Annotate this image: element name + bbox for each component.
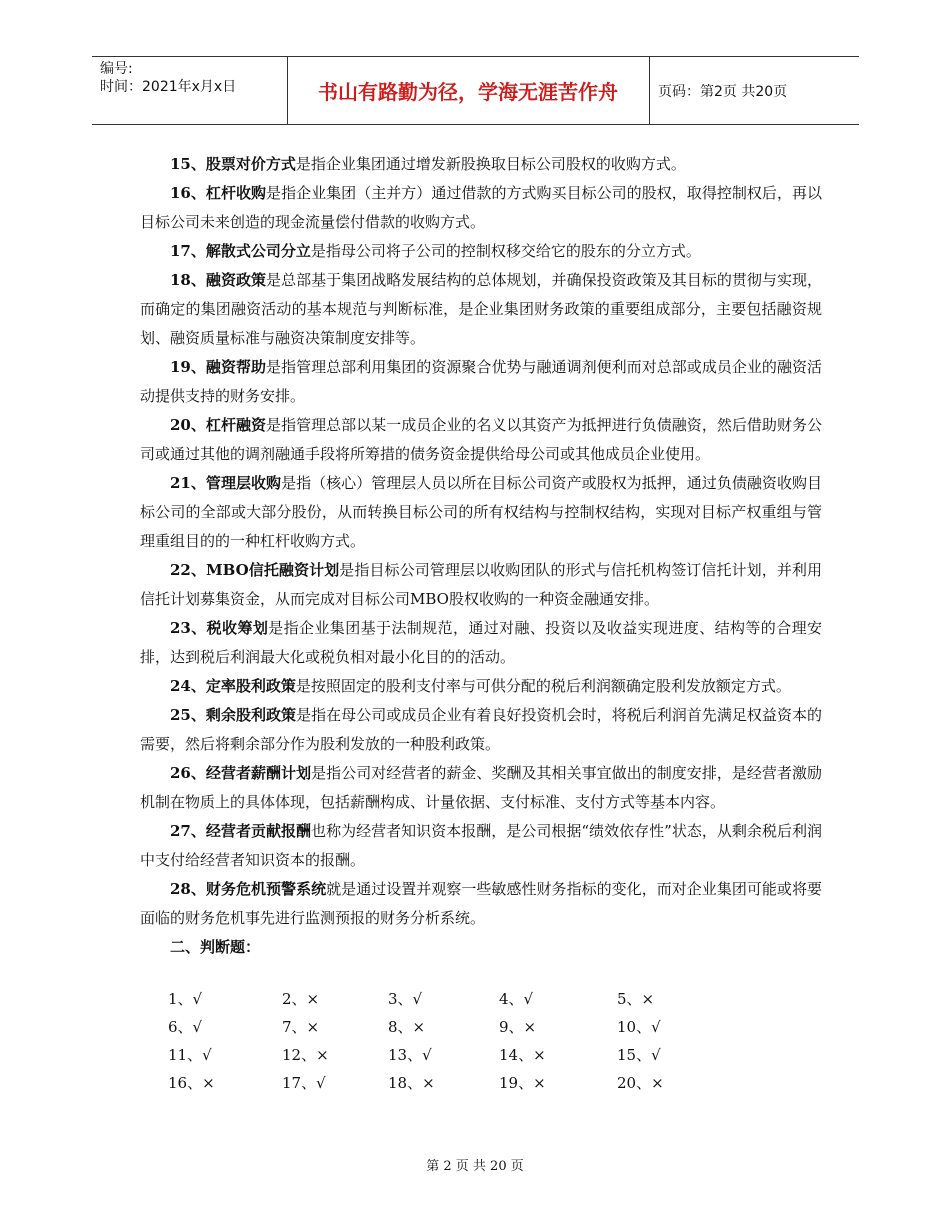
answer-item: 2、×: [282, 990, 320, 1008]
definition-text: 是指目标公司管理层以收购团队的形式与信托机构签订信托计划，并利用信托计划募集资金，从而完成对目标公司MBO股权收购的一种资金融通安排。: [140, 561, 822, 608]
definition-paragraph: [140, 759, 822, 817]
definition-term: 19、融资帮助: [170, 358, 267, 376]
page-footer: 第 2 页 共 20 页: [426, 1159, 524, 1174]
definition-text: 就是通过设置并观察一些敏感性财务指标的变化，而对企业集团可能或将要面临的财务危机事先进行监测预报的财务分析系统。: [140, 880, 822, 927]
definition-text: 是指管理总部以某一成员企业的名义以其资产为抵押进行负债融资，然后借助财务公司或通过其他的调剂融通手段将所筹措的债务资金提供给母公司或其他成员企业使用。: [140, 416, 823, 463]
definition-text: 是指公司对经营者的薪金、奖酬及其相关事宜做出的制度安排，是经营者激励机制在物质上的具体体现，包括薪酬构成、计量依据、支付标准、支付方式等基本内容。: [140, 764, 823, 811]
answer-item: 18、×: [388, 1074, 435, 1092]
definition-term: 22、MBO信托融资计划: [170, 561, 340, 579]
definition-term: 23、税收筹划: [170, 619, 269, 637]
answer-item: 4、√: [499, 990, 534, 1008]
definition-paragraph: [140, 353, 822, 411]
answer-item: 8、×: [388, 1018, 426, 1036]
answer-item: 10、√: [617, 1018, 661, 1036]
definition-term: 15、股票对价方式: [170, 155, 296, 173]
date-label: 时间：2021年x月x日: [100, 79, 237, 95]
definition-text: 是指企业集团基于法制规范，通过对融、投资以及收益实现进度、结构等的合理安排，达到税后利润最大化或税负相对最小化目的的活动。: [140, 619, 822, 666]
definition-term: 26、经营者薪酬计划: [170, 764, 312, 782]
section-title: 二、判断题：: [170, 938, 261, 956]
definition-term: 24、定率股利政策: [170, 677, 296, 695]
definition-term: 17、解散式公司分立: [170, 242, 311, 260]
definition-list: [140, 150, 822, 933]
answer-grid: [168, 985, 728, 1097]
definition-term: 21、管理层收购: [170, 474, 282, 492]
answer-item: 9、×: [499, 1018, 537, 1036]
answer-item: 5、×: [617, 990, 655, 1008]
answer-item: 14、×: [499, 1046, 546, 1064]
definition-paragraph: [140, 266, 822, 353]
answer-item: 11、√: [168, 1046, 212, 1064]
definition-paragraph: [140, 150, 822, 179]
definition-paragraph: [140, 237, 822, 266]
definition-paragraph: [140, 556, 822, 614]
definition-term: 18、融资政策: [170, 271, 267, 289]
answer-item: 1、√: [168, 990, 203, 1008]
page-header: [92, 56, 859, 125]
answer-row: [168, 1041, 728, 1069]
definition-text: 是总部基于集团战略发展结构的总体规划，并确保投资政策及其目标的贯彻与实现，而确定的集团融资活动的基本规范与判断标准，是企业集团财务政策的重要组成部分，主要包括融资规划、融资质量标准与融资决策制度安排等。: [140, 271, 823, 347]
answer-item: 7、×: [282, 1018, 320, 1036]
answer-item: 12、×: [282, 1046, 329, 1064]
header-meta: [92, 57, 287, 124]
definition-term: 27、经营者贡献报酬: [170, 822, 312, 840]
definition-term: 28、财务危机预警系统: [170, 880, 327, 898]
definition-paragraph: [140, 411, 822, 469]
definition-text: 是指管理总部利用集团的资源聚合优势与融通调剂便利而对总部或成员企业的融资活动提供支持的财务安排。: [140, 358, 823, 405]
answer-row: [168, 1069, 728, 1097]
definition-text: 是指企业集团（主并方）通过借款的方式购买目标公司的股权，取得控制权后，再以目标公司未来创造的现金流量偿付借款的收购方式。: [140, 184, 823, 231]
definition-text: 是指企业集团通过增发新股换取目标公司股权的收购方式。: [295, 155, 686, 173]
header-page-info: 页码：第2页 共20页: [658, 83, 788, 100]
definition-term: 16、杠杆收购: [170, 184, 267, 202]
answer-item: 13、√: [388, 1046, 432, 1064]
definition-paragraph: [140, 469, 822, 556]
code-label: 编号:: [100, 61, 133, 77]
answer-item: 6、√: [168, 1018, 203, 1036]
definition-paragraph: [140, 701, 822, 759]
definition-text: 也称为经营者知识资本报酬，是公司根据“绩效依存性”状态，从剩余税后利润中支付给经营者知识资本的报酬。: [140, 822, 823, 869]
definition-paragraph: [140, 875, 822, 933]
answer-row: [168, 985, 728, 1013]
answer-item: 17、√: [282, 1074, 326, 1092]
definition-term: 20、杠杆融资: [170, 416, 267, 434]
definition-text: 是指母公司将子公司的控制权移交给它的股东的分立方式。: [310, 242, 701, 260]
definition-paragraph: [140, 179, 822, 237]
definition-paragraph: [140, 672, 822, 701]
definition-paragraph: [140, 614, 822, 672]
answer-row: [168, 1013, 728, 1041]
header-motto: 书山有路勤为径，学海无涯苦作舟: [318, 80, 618, 104]
definition-text: 是指在母公司或成员企业有着良好投资机会时，将税后利润首先满足权益资本的需要，然后将剩余部分作为股利发放的一种股利政策。: [140, 706, 822, 753]
document-body: [140, 150, 822, 962]
answer-item: 3、√: [388, 990, 423, 1008]
definition-term: 25、剩余股利政策: [170, 706, 297, 724]
answer-item: 16、×: [168, 1074, 215, 1092]
answer-item: 19、×: [499, 1074, 546, 1092]
definition-text: 是指（核心）管理层人员以所在目标公司资产或股权为抵押，通过负债融资收购目标公司的全部或大部分股份，从而转换目标公司的所有权结构与控制权结构，实现对目标产权重组与管理重组目的的一种杠杆收购方式。: [140, 474, 822, 550]
definition-text: 是按照固定的股利支付率与可供分配的税后利润额确定股利发放额定方式。: [295, 677, 791, 695]
answer-item: 20、×: [617, 1074, 664, 1092]
answer-item: 15、√: [617, 1046, 661, 1064]
definition-paragraph: [140, 817, 822, 875]
